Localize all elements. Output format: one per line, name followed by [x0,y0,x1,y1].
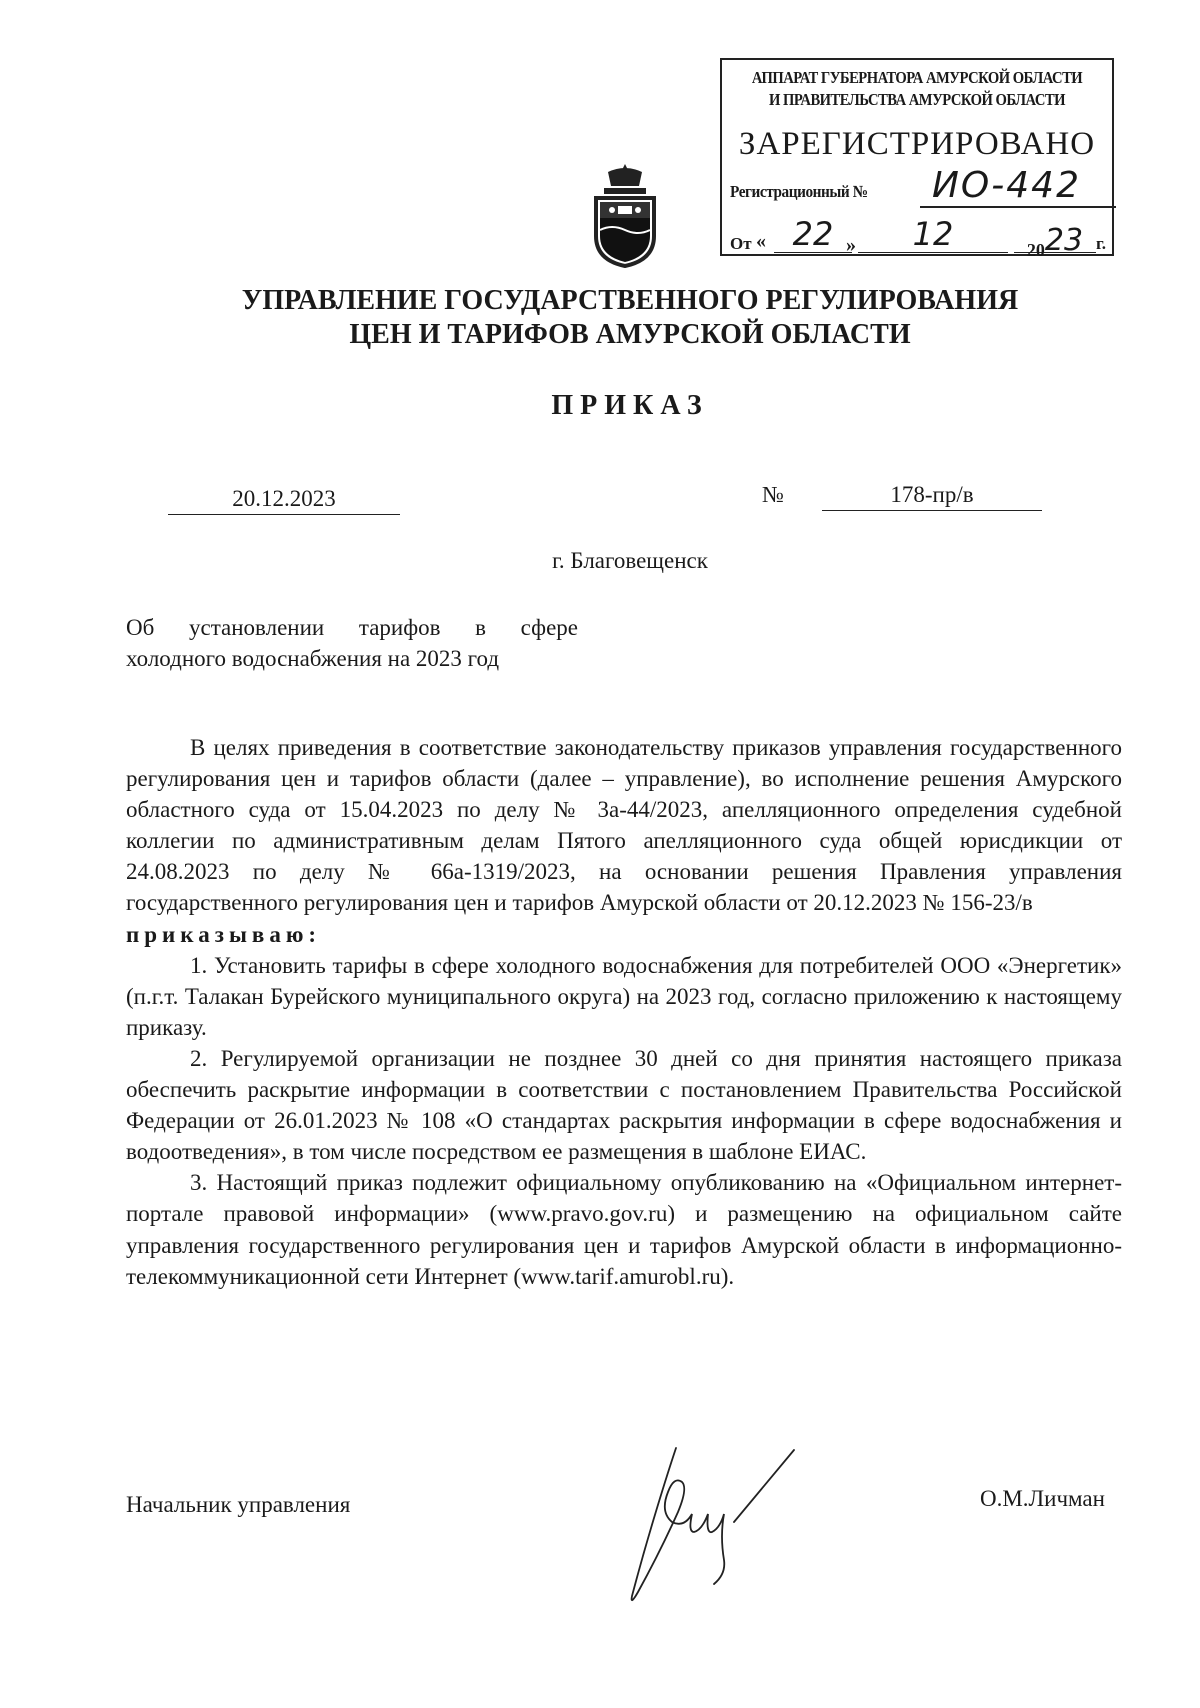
stamp-month-handwritten: 12 [858,216,1008,253]
document-body [126,732,1122,1292]
issuer-name-line2: ЦЕН И ТАРИФОВ АМУРСКОЙ ОБЛАСТИ [349,319,911,350]
signer-name: О.М.Личман [980,1486,1105,1511]
stamp-registered-label: ЗАРЕГИСТРИРОВАНО [738,126,1096,162]
order-item-1: 1. Установить тарифы в сфере холодного водоснабжения для потребителей ООО «Энергетик» (п.г.т. Талакан Бурейского муниципального округа) на 2023 год, согласно приложению к настоящему приказу. [126,952,1122,1040]
stamp-year-prefix: 20 [1026,240,1045,260]
signer-title: Начальник управления [126,1492,351,1517]
stamp-year-unit: г. [1096,234,1107,253]
stamp-day-handwritten: 22 [774,216,852,253]
order-item-3: 3. Настоящий приказ подлежит официальному опубликованию на «Официальном интернет-портале правовой информации» (www.pravo.gov.ru) и размещению на официальном сайте управления государственного регулирования цен и тарифов Амурской области в информационно-телекоммуникационной сети Интернет (www.tarif.amurobl.ru). [126,1170,1122,1289]
stamp-regno-label: Регистрационный № [730,182,868,201]
stamp-organization-line2: И ПРАВИТЕЛЬСТВА АМУРСКОЙ ОБЛАСТИ [769,90,1065,109]
stamp-open-quote: « [756,230,766,252]
signature-icon [624,1438,810,1608]
issuing-city: г. Благовещенск [552,548,708,573]
stamp-year [1014,216,1096,260]
subject-line2: холодного водоснабжения на 2023 год [126,646,500,671]
document-type-title: ПРИКАЗ [551,390,709,421]
stamp-year-handwritten: 23 [1044,223,1084,258]
document-subject [126,612,578,674]
number-sign: № [762,482,784,507]
document-date: 20.12.2023 [168,486,400,515]
stamp-from-label: От [730,234,752,253]
coat-of-arms-icon [588,160,662,268]
preamble-paragraph: В целях приведения в соответствие законодательству приказов управления государственного регулирования цен и тарифов области (далее – управление), во исполнение решения Амурского областного суда от 15.04.2023 по делу № 3а-44/2023, апелляционного определения судебной коллегии по административным делам Пятого апелляционного суда общей юрисдикции от 24.08.2023 по делу № 66а-1319/2023, на основании решения Правления управления государственного регулирования цен и тарифов Амурской области от 20.12.2023 № 156-23/в [126,735,1122,916]
stamp-regno-handwritten: ИО-442 [920,166,1116,208]
stamp-organization-line1: АППАРАТ ГУБЕРНАТОРА АМУРСКОЙ ОБЛАСТИ [751,68,1083,87]
subject-line1: Об установлении тарифов в сфере [126,615,578,640]
stamp-close-quote: » [846,234,856,256]
order-item-2: 2. Регулируемой организации не позднее 30 дней со дня принятия настоящего приказа обеспечить раскрытие информации в соответствии с постановлением Правительства Российской Федерации от 26.01.2023 № 108 «О стандартах раскрытия информации в сфере водоснабжения и водоотведения», в том числе посредством ее размещения в шаблоне ЕИАС. [126,1045,1122,1165]
registration-stamp [720,58,1114,260]
order-word: приказываю: [126,921,322,947]
issuer-name-line1: УПРАВЛЕНИЕ ГОСУДАРСТВЕННОГО РЕГУЛИРОВАНИЯ [241,285,1019,316]
document-number: 178-пр/в [822,482,1042,511]
